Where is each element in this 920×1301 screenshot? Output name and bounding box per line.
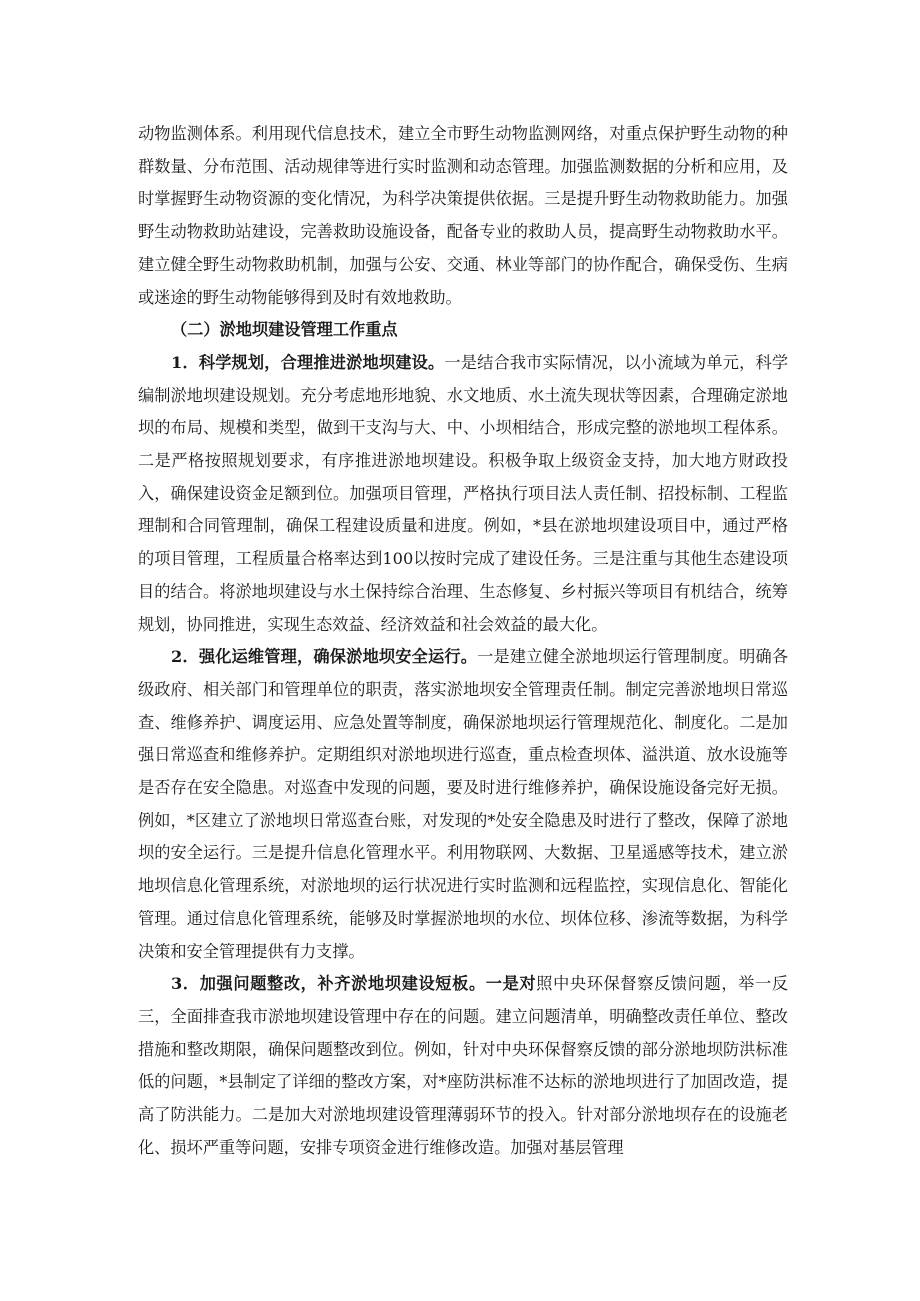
paragraph-rectification — [138, 968, 788, 1164]
paragraph-text: 一是建立健全淤地坝运行管理制度。明确各级政府、相关部门和管理单位的职责，落实淤地坝安全管理责任制。制定完善淤地坝日常巡查、维修养护、调度运用、应急处置等制度，确保淤地坝运行管理规范化、制度化。二是加强日常巡查和维修养护。定期组织对淤地坝进行巡查，重点检查坝体、溢洪道、放水设施等是否存在安全隐患。对巡查中发现的问题，要及时进行维修养护，确保设施设备完好无损。例如，*区建立了淤地坝日常巡查台账，对发现的*处安全隐患及时进行了整改，保障了淤地坝的安全运行。三是提升信息化管理水平。利用物联网、大数据、卫星遥感等技术，建立淤地坝信息化管理系统，对淤地坝的运行状况进行实时监测和远程监控，实现信息化、智能化管理。通过信息化管理系统，能够及时掌握淤地坝的水位、坝体位移、渗流等数据，为科学决策和安全管理提供有力支撑。 — [138, 647, 789, 961]
document-body — [138, 118, 788, 1165]
paragraph-lead: 1．科学规划，合理推进淤地坝建设。 — [171, 352, 445, 372]
paragraph-text: 动物监测体系。利用现代信息技术，建立全市野生动物监测网络，对重点保护野生动物的种群数量、分布范围、活动规律等进行实时监测和动态管理。加强监测数据的分析和应用，及时掌握野生动物资源的变化情况，为科学决策提供依据。三是提升野生动物救助能力。加强野生动物救助站建设，完善救助设施设备，配备专业的救助人员，提高野生动物救助水平。建立健全野生动物救助机制，加强与公安、交通、林业等部门的协作配合，确保受伤、生病或迷途的野生动物能够得到及时有效地救助。 — [138, 124, 788, 307]
paragraph-lead: 3．加强问题整改，补齐淤地坝建设短板。一是对 — [171, 974, 537, 994]
section-heading: （二）淤地坝建设管理工作重点 — [171, 320, 398, 340]
paragraph-maintenance — [138, 641, 788, 968]
paragraph-wildlife-monitoring — [138, 118, 788, 314]
paragraph-planning — [138, 347, 788, 641]
paragraph-text: 照中央环保督察反馈问题，举一反三，全面排查我市淤地坝建设管理中存在的问题。建立问题清单，明确整改责任单位、整改措施和整改期限，确保问题整改到位。例如，针对中央环保督察反馈的部分淤地坝防洪标准低的问题，*县制定了详细的整改方案，对*座防洪标准不达标的淤地坝进行了加固改造，提高了防洪能力。二是加大对淤地坝建设管理薄弱环节的投入。针对部分淤地坝存在的设施老化、损坏严重等问题，安排专项资金进行维修改造。加强对基层管理 — [138, 974, 788, 1157]
paragraph-text: 一是结合我市实际情况，以小流域为单元，科学编制淤地坝建设规划。充分考虑地形地貌、水文地质、水土流失现状等因素，合理确定淤地坝的布局、规模和类型，做到干支沟与大、中、小坝相结合，形成完整的淤地坝工程体系。二是严格按照规划要求，有序推进淤地坝建设。积极争取上级资金支持，加大地方财政投入，确保建设资金足额到位。加强项目管理，严格执行项目法人责任制、招投标制、工程监理制和合同管理制，确保工程建设质量和进度。例如，*县在淤地坝建设项目中，通过严格的项目管理，工程质量合格率达到100以按时完成了建设任务。三是注重与其他生态建设项目的结合。将淤地坝建设与水土保持综合治理、生态修复、乡村振兴等项目有机结合，统筹规划，协同推进，实现生态效益、经济效益和社会效益的最大化。 — [138, 352, 789, 634]
paragraph-lead: 2．强化运维管理，确保淤地坝安全运行。 — [171, 647, 478, 667]
